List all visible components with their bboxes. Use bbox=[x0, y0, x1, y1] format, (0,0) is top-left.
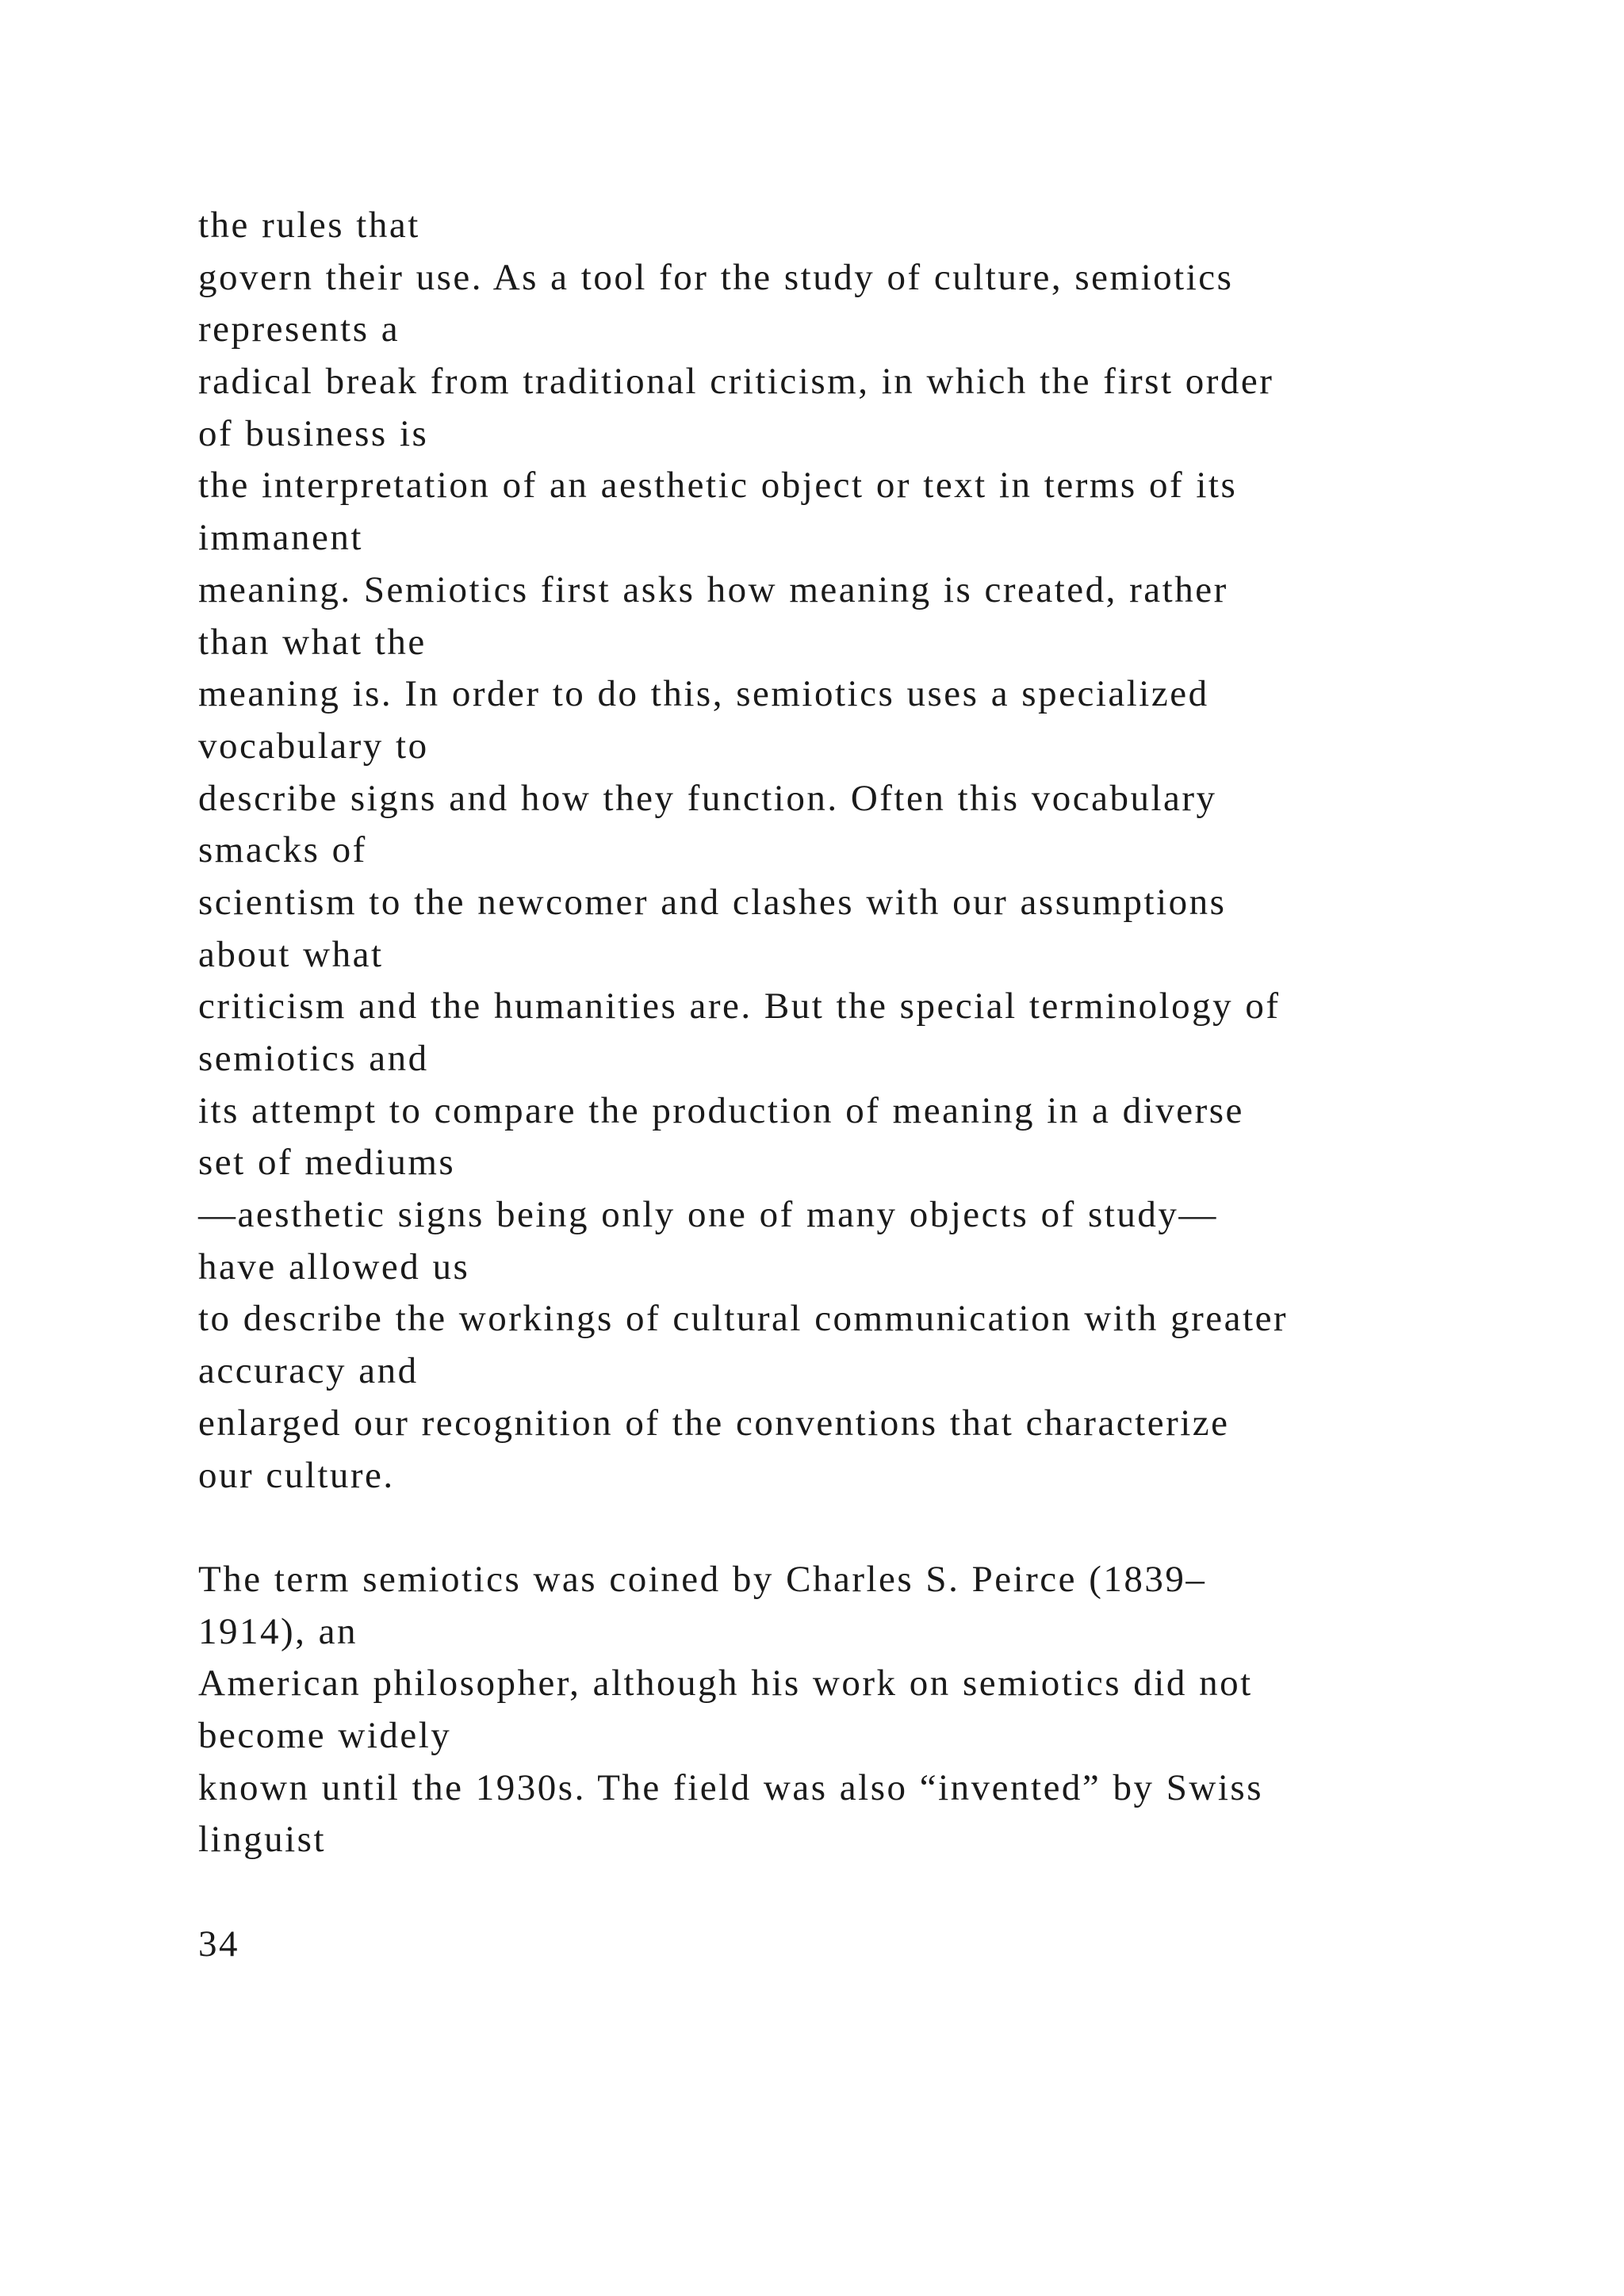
text-line: scientism to the newcomer and clashes with our assumptions bbox=[198, 881, 1227, 923]
text-line: than what the bbox=[198, 621, 427, 663]
text-line: describe signs and how they function. Often this vocabulary bbox=[198, 777, 1217, 819]
text-line: the rules that bbox=[198, 205, 420, 246]
text-line: govern their use. As a tool for the study of culture, semiotics bbox=[198, 256, 1234, 298]
text-line: The term semiotics was coined by Charles S. Peirce (1839– bbox=[198, 1558, 1207, 1600]
text-line: accuracy and bbox=[198, 1350, 419, 1392]
text-line: to describe the workings of cultural communication with greater bbox=[198, 1298, 1289, 1340]
paragraph bbox=[198, 200, 1546, 1502]
text-line: represents a bbox=[198, 308, 400, 350]
text-line: linguist bbox=[198, 1819, 327, 1861]
text-line: semiotics and bbox=[198, 1038, 429, 1079]
text-line: American philosopher, although his work on semiotics did not bbox=[198, 1663, 1253, 1705]
text-line: set of mediums bbox=[198, 1142, 456, 1184]
text-line: meaning. Semiotics first asks how meaning is created, rather bbox=[198, 568, 1228, 610]
paragraph-gap bbox=[198, 1502, 1546, 1554]
text-line: of business is bbox=[198, 412, 429, 454]
text-line: —aesthetic signs being only one of many objects of study— bbox=[198, 1194, 1218, 1236]
text-line: enlarged our recognition of the conventions that characterize bbox=[198, 1402, 1230, 1444]
text-line: our culture. bbox=[198, 1454, 395, 1496]
text-line: become widely bbox=[198, 1714, 452, 1756]
body-text bbox=[198, 200, 1546, 1866]
text-line: smacks of bbox=[198, 829, 367, 871]
text-line: immanent bbox=[198, 517, 363, 559]
text-line: radical break from traditional criticism, in which the first order bbox=[198, 361, 1274, 403]
text-line: about what bbox=[198, 933, 384, 975]
text-line: vocabulary to bbox=[198, 725, 429, 767]
text-line: have allowed us bbox=[198, 1246, 470, 1288]
text-line: known until the 1930s. The field was also “invented” by Swiss bbox=[198, 1766, 1264, 1808]
text-line: its attempt to compare the production of meaning in a diverse bbox=[198, 1089, 1244, 1131]
page-number: 34 bbox=[198, 1923, 239, 1965]
text-line: meaning is. In order to do this, semiotics uses a specialized bbox=[198, 673, 1209, 715]
text-line: criticism and the humanities are. But the special terminology of bbox=[198, 985, 1281, 1027]
text-line: the interpretation of an aesthetic object or text in terms of its bbox=[198, 465, 1238, 507]
text-line: 1914), an bbox=[198, 1610, 358, 1652]
paragraph bbox=[198, 1554, 1546, 1866]
